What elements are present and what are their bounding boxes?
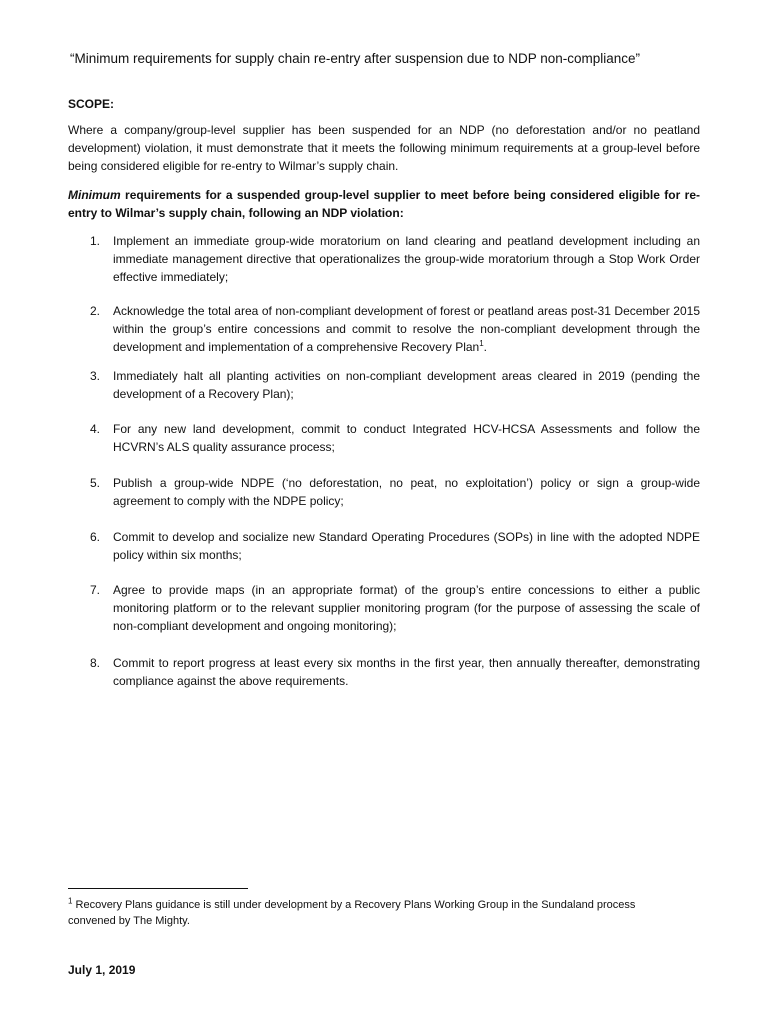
document-date: July 1, 2019 (68, 963, 136, 977)
item-number: 7. (90, 583, 101, 597)
item-text: Immediately halt all planting activities on non-compliant development areas cleared in 2019 (pending the development of a Recovery Plan); (113, 369, 700, 401)
item-text-wrap (113, 302, 700, 356)
lead-text: requirements for a suspended group-level supplier to meet before being considered eligible for re-entry to Wilmar’s supply chain, following an NDP violation: (68, 188, 700, 220)
footnote-reference: 1 (479, 339, 484, 348)
item-number: 6. (90, 530, 101, 544)
requirements-lead (68, 186, 700, 222)
item-text-tail: . (483, 340, 488, 354)
item-text: Implement an immediate group-wide moratorium on land clearing and peatland development including an immediate management directive that operationalizes the group-wide moratorium through a Stop Work Order effective immediately; (113, 234, 700, 284)
item-number: 1. (90, 234, 101, 248)
item-text: Publish a group-wide NDPE (‘no deforestation, no peat, no exploitation’) policy or sign a group-wide agreement to comply with the NDPE policy; (113, 476, 700, 508)
footnote-separator (68, 888, 248, 889)
item-number: 8. (90, 656, 101, 670)
footnote-text: Recovery Plans guidance is still under development by a Recovery Plans Working Group in the Sundaland process convened by The Mighty. (68, 899, 636, 927)
item-text: Acknowledge the total area of non-compliant development of forest or peatland areas post-31 December 2015 within the group’s entire concessions and commit to resolve the non-compliant development through the development and implementation of a comprehensive Recovery Plan (113, 304, 700, 354)
footnote (68, 897, 668, 929)
scope-paragraph: Where a company/group-level supplier has been suspended for an NDP (no deforestation and/or no peatland development) violation, it must demonstrate that it meets the following minimum requirements at a group-level before being considered eligible for re-entry to Wilmar’s supply chain. (68, 123, 700, 173)
item-number: 5. (90, 476, 101, 490)
document-title: “Minimum requirements for supply chain re-entry after suspension due to NDP non-compliance” (70, 51, 641, 66)
item-number: 4. (90, 422, 101, 436)
item-text: Commit to report progress at least every six months in the first year, then annually thereafter, demonstrating compliance against the above requirements. (113, 656, 700, 688)
item-text: Agree to provide maps (in an appropriate format) of the group’s entire concessions to either a public monitoring platform or to the relevant supplier monitoring program (for the purpose of assessing the scale of non-compliant development and ongoing monitoring); (113, 583, 700, 633)
item-text: For any new land development, commit to conduct Integrated HCV-HCSA Assessments and follow the HCVRN’s ALS quality assurance process; (113, 422, 700, 454)
footnote-mark: 1 (68, 896, 73, 906)
item-number: 2. (90, 304, 101, 318)
item-number: 3. (90, 369, 101, 383)
scope-heading: SCOPE: (68, 97, 115, 111)
lead-emphasis: Minimum (68, 188, 121, 202)
item-text: Commit to develop and socialize new Standard Operating Procedures (SOPs) in line with the adopted NDPE policy within six months; (113, 530, 700, 562)
